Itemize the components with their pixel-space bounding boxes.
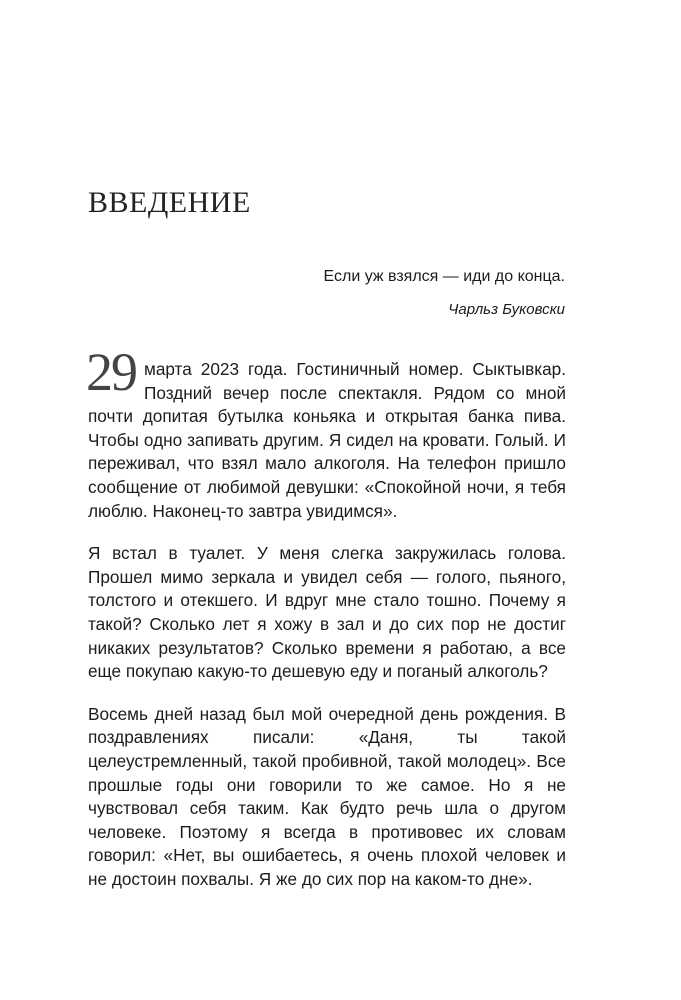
epigraph-quote: Если уж взялся — иди до конца. [323, 268, 565, 285]
paragraph-text: марта 2023 года. Гостиничный номер. Сыктывкар. Поздний вечер после спектакля. Рядом со мной почти допитая бутылка коньяка и открытая банка пива. Чтобы одно запивать другим. Я сидел на кровати. Голый. И переживал, что взял мало алкоголя. На телефон пришло сообщение от любимой девушки: «Спокойной ночи, я тебя люблю. Наконец-то завтра увидимся». [88, 359, 566, 521]
paragraph [86, 342, 566, 523]
paragraph: Восемь дней назад был мой очередной день рождения. В поздравлениях писали: «Даня, ты такой целеустремленный, такой пробивной, такой молодец». Все прошлые годы они говорили то же самое. Но я не чувствовал себя таким. Как будто речь шла о другом человеке. Поэтому я всегда в противовес их словам говорил: «Нет, вы ошибаетесь, я очень плохой человек и не достоин похвалы. Я же до сих пор на каком-то дне». [88, 703, 566, 889]
drop-cap: 29 [86, 342, 136, 402]
chapter-body [86, 342, 566, 910]
epigraph-author: Чарльз Буковски [448, 301, 565, 318]
epigraph [323, 265, 565, 321]
chapter-title: ВВЕДЕНИЕ [88, 186, 251, 219]
paragraph: Я встал в туалет. У меня слегка закружилась голова. Прошел мимо зеркала и увидел себя — голого, пьяного, толстого и отекшего. И вдруг мне стало тошно. Почему я такой? Сколько лет я хожу в зал и до сих пор не достиг никаких результатов? Сколько времени я работаю, а все еще покупаю какую-то дешевую еду и поганый алкоголь? [88, 543, 566, 682]
